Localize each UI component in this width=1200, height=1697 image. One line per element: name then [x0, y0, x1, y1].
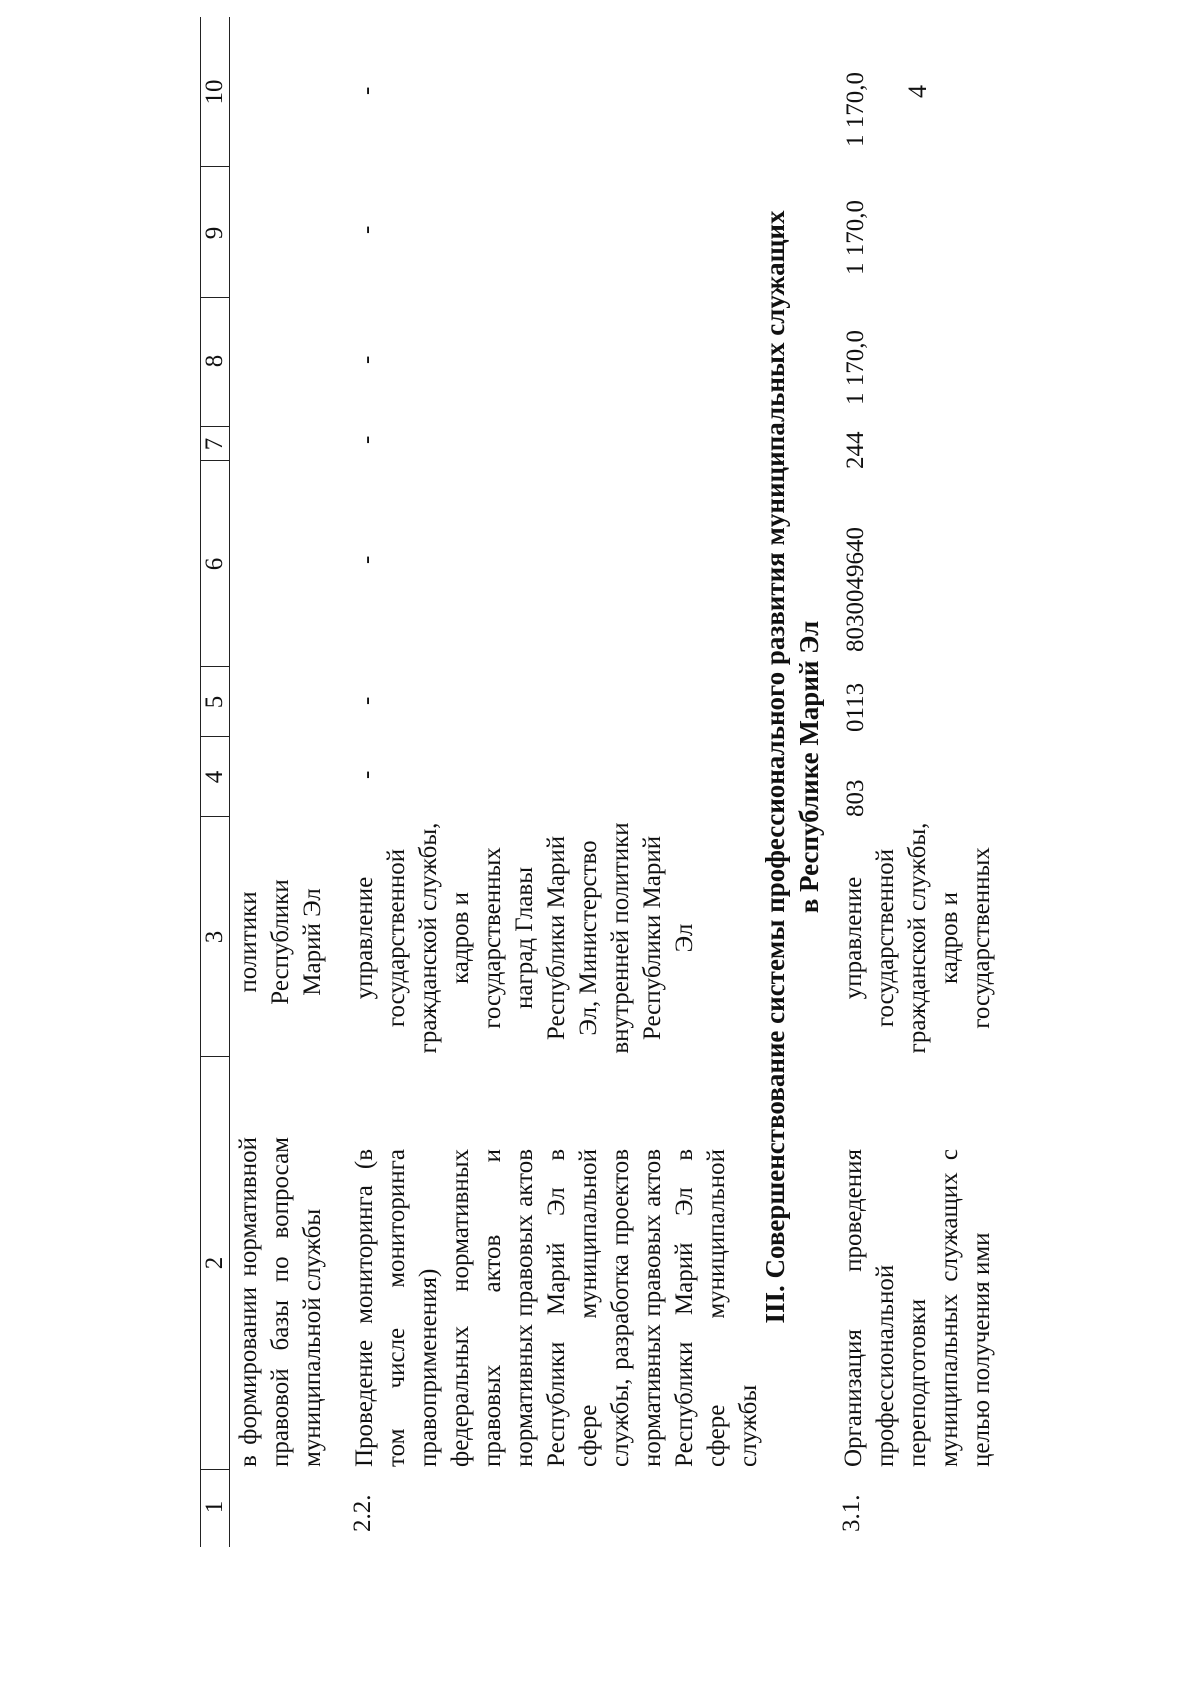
row-3-1-col6: 8030049640 [842, 527, 869, 652]
row-3-1-col9: 1 170,0 [842, 200, 869, 275]
row-2-2-event: Проведение мониторинга (в том числе мониторинга правоприменения) федеральных нормативных правовых актов и нормативных правовых актов Республики Марий Эл в сфере муниципальной службы, разработка проектов нормативных правовых актов Республики Марий Эл в сфере муниципальной службы [351, 1149, 762, 1467]
page-number: 4 [903, 85, 932, 98]
row-3-1-number: 3.1. [838, 1494, 865, 1532]
row-2-2-col6: - [353, 555, 380, 564]
row-3-1-event: Организация проведения профессиональной переподготовки муниципальных служащих с целью получения ими [840, 1149, 995, 1467]
row-continuation-executor: политики Республики Марий Эл [235, 879, 326, 1005]
col-separator [200, 1056, 229, 1057]
col-header-2: 2 [201, 1256, 228, 1270]
col-header-9: 9 [201, 226, 228, 240]
section-title-line-1: III. Совершенствование системы профессионального развития муниципальных служащих [760, 210, 790, 1324]
col-header-7: 7 [201, 437, 228, 451]
col-header-8: 8 [201, 354, 228, 368]
row-continuation-event: в формировании нормативной правовой базы по вопросам муниципальной службы [235, 1137, 326, 1467]
row-3-1-col5: 0113 [842, 682, 869, 732]
col-separator [200, 666, 229, 667]
row-3-1-col7: 244 [842, 431, 869, 469]
row-2-2-col7: - [353, 435, 380, 444]
col-header-6: 6 [201, 557, 228, 571]
col-separator [200, 736, 229, 737]
row-2-2-executor: управление государственной гражданской службы, кадров и государственных наград Главы Республики Марий Эл, Министерство внутренней политики Республики Марий Эл [351, 822, 698, 1054]
row-3-1-col10: 1 170,0 [842, 72, 869, 147]
row-2-2-col10: - [353, 86, 380, 95]
table-header-bottom-border [229, 17, 230, 1547]
row-3-1-executor: управление государственной гражданской службы, кадров и государственных [840, 822, 995, 1054]
row-2-2-col9: - [353, 225, 380, 234]
row-3-1-col8: 1 170,0 [842, 330, 869, 405]
col-header-4: 4 [201, 770, 228, 784]
col-separator [200, 297, 229, 298]
col-header-3: 3 [201, 930, 228, 944]
section-title-line-2: в Республике Марий Эл [794, 620, 824, 914]
row-2-2-col5: - [353, 696, 380, 705]
col-separator [200, 166, 229, 167]
col-separator [200, 816, 229, 817]
col-header-5: 5 [201, 695, 228, 709]
col-header-1: 1 [201, 1500, 228, 1514]
col-separator [200, 1469, 229, 1470]
col-header-10: 10 [201, 79, 228, 105]
row-2-2-col8: - [353, 355, 380, 364]
row-2-2-number: 2.2. [349, 1494, 376, 1532]
row-2-2-col4: - [353, 770, 380, 779]
row-3-1-col4: 803 [842, 779, 869, 817]
